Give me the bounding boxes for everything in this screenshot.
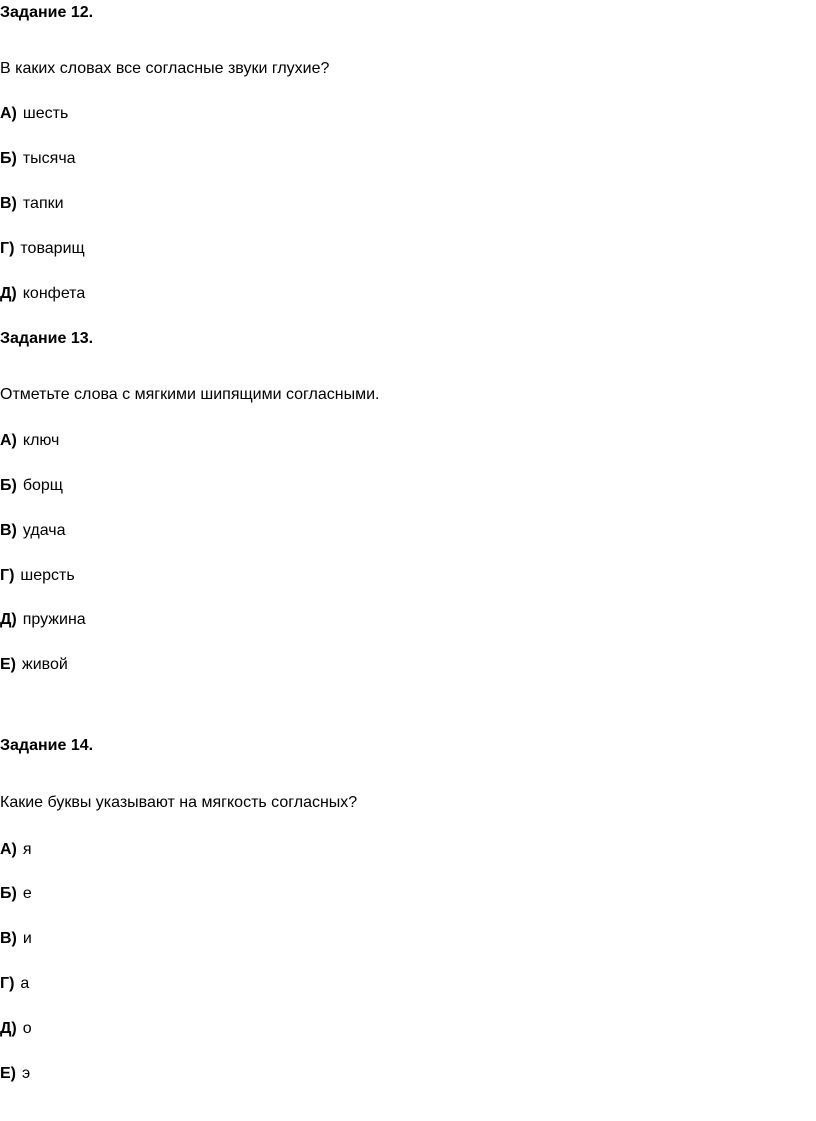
task-13-heading: Задание 13. — [0, 330, 94, 347]
option-letter: Б) — [0, 477, 17, 494]
option-letter: Г) — [0, 567, 15, 584]
option-text: борщ — [22, 477, 63, 494]
option-text: конфета — [22, 285, 86, 302]
task-14-option-a[interactable] — [0, 840, 32, 860]
option-letter: Г) — [0, 240, 15, 257]
task-13-option-b[interactable] — [0, 476, 63, 496]
task-14-option-v[interactable] — [0, 929, 32, 949]
task-12-option-d[interactable] — [0, 284, 85, 304]
task-13-option-e[interactable] — [0, 655, 68, 675]
option-letter: А) — [0, 841, 17, 858]
option-letter: А) — [0, 105, 17, 122]
option-text: товарищ — [20, 240, 85, 257]
option-text: пружина — [22, 611, 86, 628]
task-14-option-d[interactable] — [0, 1019, 32, 1039]
option-letter: Б) — [0, 885, 17, 902]
option-text: и — [22, 930, 32, 947]
option-letter: Б) — [0, 150, 17, 167]
task-12-option-b[interactable] — [0, 149, 76, 169]
task-12-option-g[interactable] — [0, 239, 85, 259]
task-14-option-b[interactable] — [0, 884, 32, 904]
option-text: живой — [22, 656, 68, 673]
option-letter: В) — [0, 195, 17, 212]
task-13-option-a[interactable] — [0, 431, 59, 451]
option-letter: Е) — [0, 656, 16, 673]
option-letter: Д) — [0, 611, 17, 628]
option-letter: Д) — [0, 1020, 17, 1037]
task-14-option-g[interactable] — [0, 974, 29, 994]
option-text: шесть — [22, 105, 69, 122]
option-letter: В) — [0, 522, 17, 539]
option-letter: А) — [0, 432, 17, 449]
option-text: шерсть — [20, 567, 75, 584]
task-12-heading: Задание 12. — [0, 4, 94, 21]
option-letter: Г) — [0, 975, 15, 992]
task-14-option-e[interactable] — [0, 1064, 30, 1084]
task-13-option-d[interactable] — [0, 610, 86, 630]
task-12-option-a[interactable] — [0, 104, 68, 124]
option-text: удача — [22, 522, 66, 539]
option-text: э — [22, 1065, 31, 1082]
task-13-option-v[interactable] — [0, 521, 65, 541]
task-13-question: Отметьте слова с мягкими шипящими согласными. — [0, 386, 380, 403]
option-text: тысяча — [22, 150, 76, 167]
task-12-option-v[interactable] — [0, 194, 64, 214]
option-letter: Е) — [0, 1065, 16, 1082]
option-text: ключ — [22, 432, 60, 449]
option-text: тапки — [22, 195, 64, 212]
task-13-option-g[interactable] — [0, 566, 75, 586]
task-14-heading: Задание 14. — [0, 737, 94, 754]
task-14-question: Какие буквы указывают на мягкость согласных? — [0, 794, 358, 811]
option-text: а — [20, 975, 30, 992]
option-letter: В) — [0, 930, 17, 947]
option-text: я — [22, 841, 32, 858]
option-text: о — [22, 1020, 32, 1037]
option-letter: Д) — [0, 285, 17, 302]
option-text: е — [22, 885, 32, 902]
task-12-question: В каких словах все согласные звуки глухие? — [0, 60, 330, 77]
